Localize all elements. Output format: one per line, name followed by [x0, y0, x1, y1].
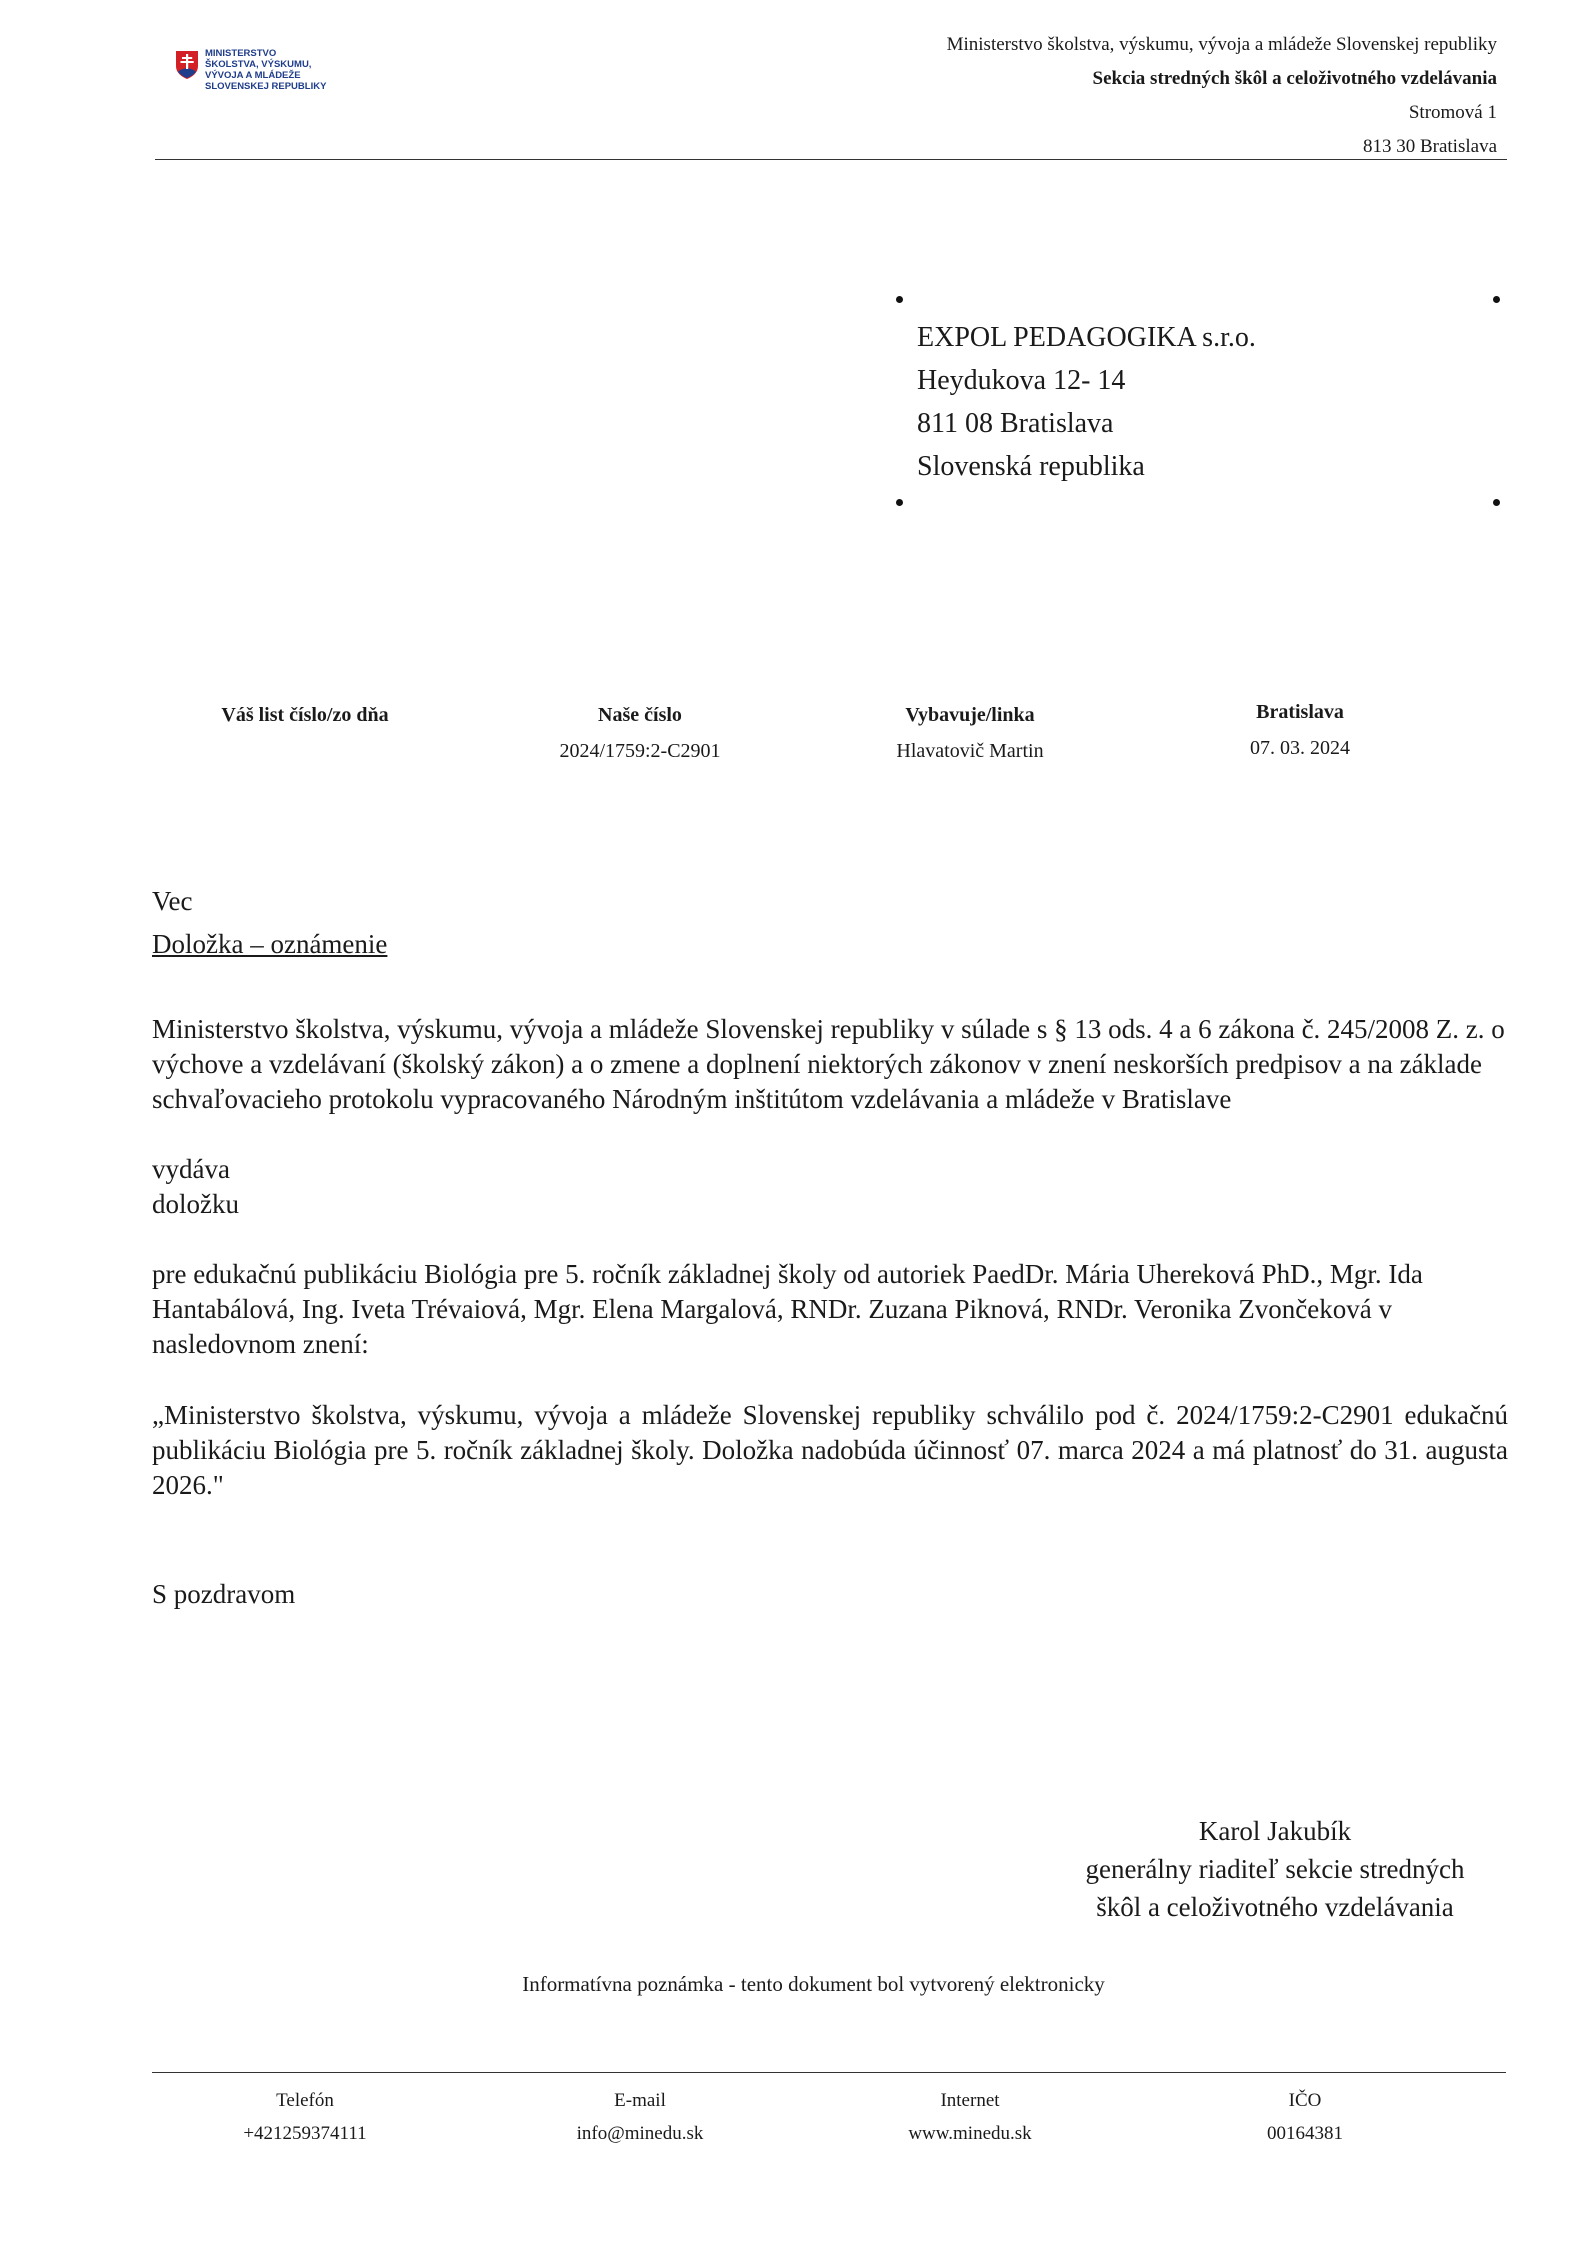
recipient-street: Heydukova 12- 14 — [917, 365, 1126, 396]
signatory-title-line1: generálny riaditeľ sekcie stredných — [1085, 1854, 1465, 1884]
signature-block — [1040, 1812, 1510, 1926]
paragraph-legal-basis: Ministerstvo školstva, výskumu, vývoja a mládeže Slovenskej republiky v súlade s § 13 ods. 4 a 6 zákona č. 245/2008 Z. z. o výchove a vzdelávaní (školský zákon) a o zmene a doplnení niektorých zákonov v znení neskorších predpisov a na základe schvaľovacieho protokolu vypracovaného Národným inštitútom vzdelávania a mládeže v Bratislave — [152, 1014, 1505, 1114]
logo-wordmark: MINISTERSTVO ŠKOLSTVA, VÝSKUMU, VÝVOJA A MLÁDEŽE SLOVENSKEJ REPUBLIKY — [205, 48, 327, 92]
ministry-name: Ministerstvo školstva, výskumu, vývoja a mládeže Slovenskej republiky — [946, 34, 1497, 55]
your-letter-column — [180, 697, 430, 733]
issues-word: vydáva — [152, 1154, 230, 1184]
handled-by-value: Hlavatovič Martin — [896, 740, 1044, 762]
issues-block — [152, 1152, 1508, 1222]
subject-title: Doložka – oznámenie — [152, 929, 388, 959]
header-divider — [155, 159, 1507, 160]
our-number-value: 2024/1759:2-C2901 — [559, 740, 721, 762]
footer-email-value[interactable]: info@minedu.sk — [576, 2123, 704, 2144]
sender-street: Stromová 1 — [1408, 102, 1497, 123]
handled-by-column — [850, 697, 1090, 769]
electronic-document-note: Informatívna poznámka - tento dokument bol vytvorený elektronicky — [522, 1972, 1105, 1996]
footer-email — [540, 2084, 740, 2150]
coat-of-arms-icon — [175, 50, 199, 80]
letter-date: 07. 03. 2024 — [1250, 737, 1350, 759]
signatory-title-line2: škôl a celoživotného vzdelávania — [1096, 1892, 1454, 1922]
paragraph-publication: pre edukačnú publikáciu Biológia pre 5. ročník základnej školy od autoriek PaedDr. Mária Uhereková PhD., Mgr. Ida Hantabálová, Ing. Iveta Trévaiová, Mgr. Elena Margalová, RNDr. Zuzana Piknová, RNDr. Veronika Zvončeková v nasledovnom znení: — [152, 1259, 1423, 1359]
place-date-column — [1180, 694, 1420, 766]
window-corner-mark — [896, 296, 903, 303]
footer-divider — [152, 2072, 1506, 2073]
footer-ico-value: 00164381 — [1267, 2123, 1343, 2144]
window-corner-mark — [1493, 499, 1500, 506]
paragraph-clause-text: „Ministerstvo školstva, výskumu, vývoja a mládeže Slovenskej republiky schválilo pod č. 2024/1759:2-C2901 edukačnú publikáciu Biológia pre 5. ročník základnej školy. Doložka nadobúda účinnosť 07. marca 2024 a má platnosť do 31. augusta 2026." — [152, 1400, 1508, 1500]
footer-ico-label: IČO — [1288, 2090, 1322, 2111]
section-name: Sekcia stredných škôl a celoživotného vzdelávania — [1092, 68, 1497, 89]
sender-city: 813 30 Bratislava — [1362, 136, 1497, 157]
footer-email-label: E-mail — [614, 2090, 666, 2111]
window-corner-mark — [1493, 296, 1500, 303]
recipient-city: 811 08 Bratislava — [917, 408, 1114, 439]
footer-ico — [1205, 2084, 1405, 2150]
footer-phone-value: +421259374111 — [243, 2123, 367, 2144]
footer-phone-label: Telefón — [276, 2090, 334, 2111]
footer-web-label: Internet — [940, 2090, 1000, 2111]
signatory-name: Karol Jakubík — [1198, 1816, 1352, 1846]
recipient-country: Slovenská republika — [917, 451, 1145, 482]
handled-by-label: Vybavuje/linka — [905, 704, 1035, 726]
your-letter-label: Váš list číslo/zo dňa — [221, 704, 389, 726]
our-number-label: Naše číslo — [598, 704, 682, 726]
recipient-name: EXPOL PEDAGOGIKA s.r.o. — [917, 322, 1256, 353]
footer-web — [870, 2084, 1070, 2150]
footer-web-value[interactable]: www.minedu.sk — [908, 2123, 1032, 2144]
ministry-logo — [175, 48, 335, 98]
place-label: Bratislava — [1256, 701, 1344, 723]
greeting: S pozdravom — [152, 1579, 296, 1609]
sender-header — [947, 28, 1497, 164]
recipient-address — [917, 316, 1256, 488]
footer-phone — [200, 2084, 410, 2150]
our-number-column — [510, 697, 770, 769]
clause-word: doložku — [152, 1189, 239, 1219]
window-corner-mark — [896, 499, 903, 506]
subject-label: Vec — [152, 886, 193, 916]
